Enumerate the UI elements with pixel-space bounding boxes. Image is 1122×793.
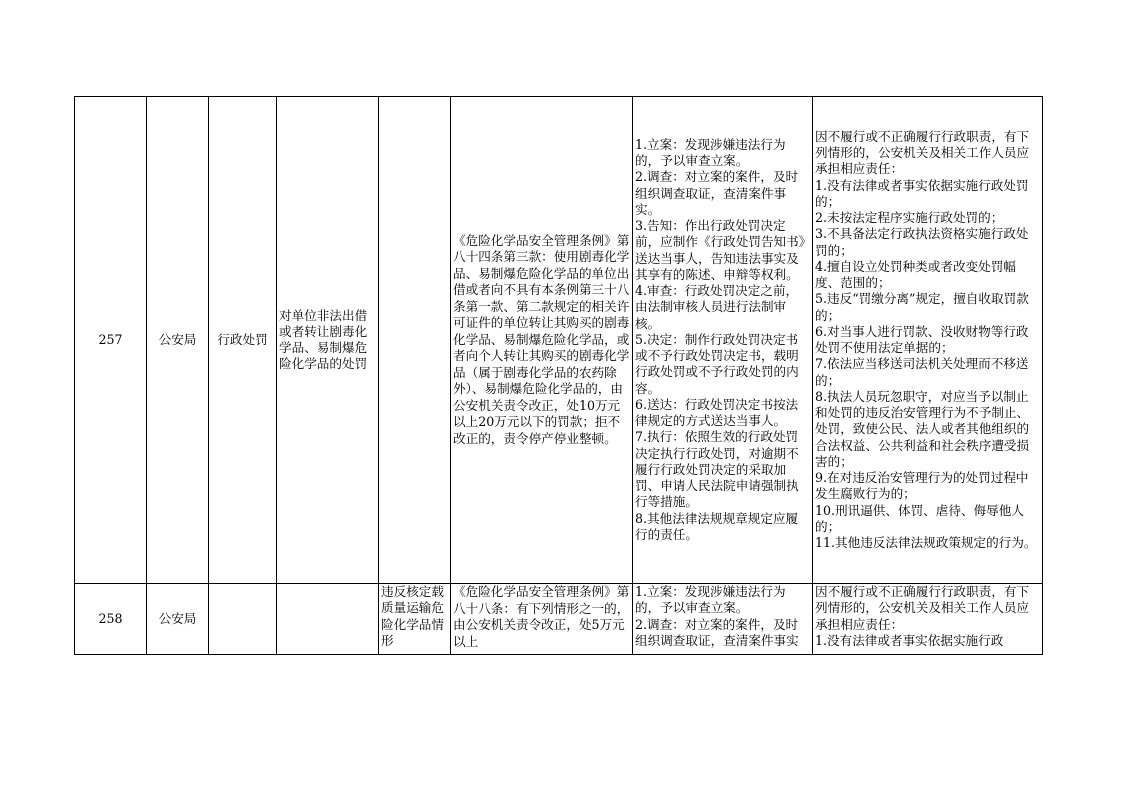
department-cell <box>147 97 209 584</box>
row-number: 258 <box>98 610 123 626</box>
procedure-cell <box>633 97 813 584</box>
legal-basis-cell <box>451 584 633 655</box>
responsibility: 因不履行或不正确履行行政职责，有下列情形的，公安机关及相关工作人员应承担相应责任： 1.没有法律或者事实依据实施行政处罚的； 2.未按法定程序实施行政处罚的； 3.不具备法定行政执法资格实施行政处罚的； 4.擅自设立处罚种类或者改变处罚幅度、范围的； 5.违反“罚缴分离”规定，擅自收取罚款的； 6.对当事人进行罚款、没收财物等行政处罚不使用法定单据的； 7.依法应当移送司法机关处理而不移送的； 8.执法人员玩忽职守，对应当予以制止和处罚的违反治安管理行为不予制止、处罚，致使公民、法人或者其他组织的合法权益、公共利益和社会秩序遭受损害的； 9.在对违反治安管理行为的处罚过程中发生腐败行为的； 10.刑讯逼供、体罚、虐待、侮辱他人的； 11.其他违反法律法规政策规定的行为。 <box>815 128 1037 550</box>
item-name: 对单位非法出借或者转让剧毒化学品、易制爆危险化学品的处罚 <box>279 307 368 372</box>
responsibility-cell <box>813 584 1043 655</box>
item-name-cell <box>277 97 379 584</box>
legal-basis: 《危险化学品安全管理条例》第八十八条：有下列情形之一的，由公安机关责令改正，处5万元以上 <box>453 584 630 649</box>
row-number-cell <box>75 584 147 655</box>
department: 公安局 <box>158 610 197 626</box>
procedure: 1.立案：发现涉嫌违法行为的，予以审查立案。 2.调查：对立案的案件，及时组织调查取证，查清案件事实 <box>635 584 799 648</box>
table-row <box>75 584 1043 655</box>
procedure-cell <box>633 584 813 655</box>
responsibility: 因不履行或不正确履行行政职责，有下列情形的，公安机关及相关工作人员应承担相应责任： 1.没有法律或者事实依据实施行政 <box>815 584 1030 648</box>
sub-item-cell <box>379 584 451 655</box>
department-cell <box>147 584 209 655</box>
power-type-cell <box>209 584 277 655</box>
legal-basis: 《危险化学品安全管理条例》第八十四条第三款：使用剧毒化学品、易制爆危险化学品的单位出借或者向不具有本条例第三十八条第一款、第二款规定的相关许可证件的单位转让其购买的剧毒化学品、易制爆危险化学品，或者向个人转让其购买的剧毒化学品（属于剧毒化学品的农药除外）、易制爆危险化学品的，由公安机关责令改正，处10万元以上20万元以下的罚款；拒不改正的，责令停产停业整顿。 <box>453 232 630 446</box>
power-type: 行政处罚 <box>217 331 268 347</box>
table-row <box>75 97 1043 584</box>
procedure: 1.立案：发现涉嫌违法行为的，予以审查立案。 2.调查：对立案的案件，及时组织调查取证，查清案件事实。 3.告知：作出行政处罚决定前，应制作《行政处罚告知书》送达当事人，告知违法事实及其享有的陈述、申辩等权利。 4.审查：行政处罚决定之前，由法制审核人员进行法制审核。 5.决定：制作行政处罚决定书或不予行政处罚决定书，载明行政处罚或不予行政处罚的内容。 6.送达：行政处罚决定书按法律规定的方式送达当事人。 7.执行：依照生效的行政处罚决定执行行政处罚，对逾期不履行行政处罚决定的采取加罚、申请人民法院申请强制执行等措施。 8.其他法律法规规章规定应履行的责任。 <box>635 136 806 542</box>
sub-item: 违反核定载质量运输危险化学品情形 <box>381 584 444 648</box>
row-number: 257 <box>98 331 123 347</box>
department: 公安局 <box>158 331 197 347</box>
power-type-cell <box>209 97 277 584</box>
legal-basis-cell <box>451 97 633 584</box>
sub-item-cell <box>379 97 451 584</box>
row-number-cell <box>75 97 147 584</box>
power-list-table <box>74 96 1043 655</box>
responsibility-cell <box>813 97 1043 584</box>
item-name-cell <box>277 584 379 655</box>
